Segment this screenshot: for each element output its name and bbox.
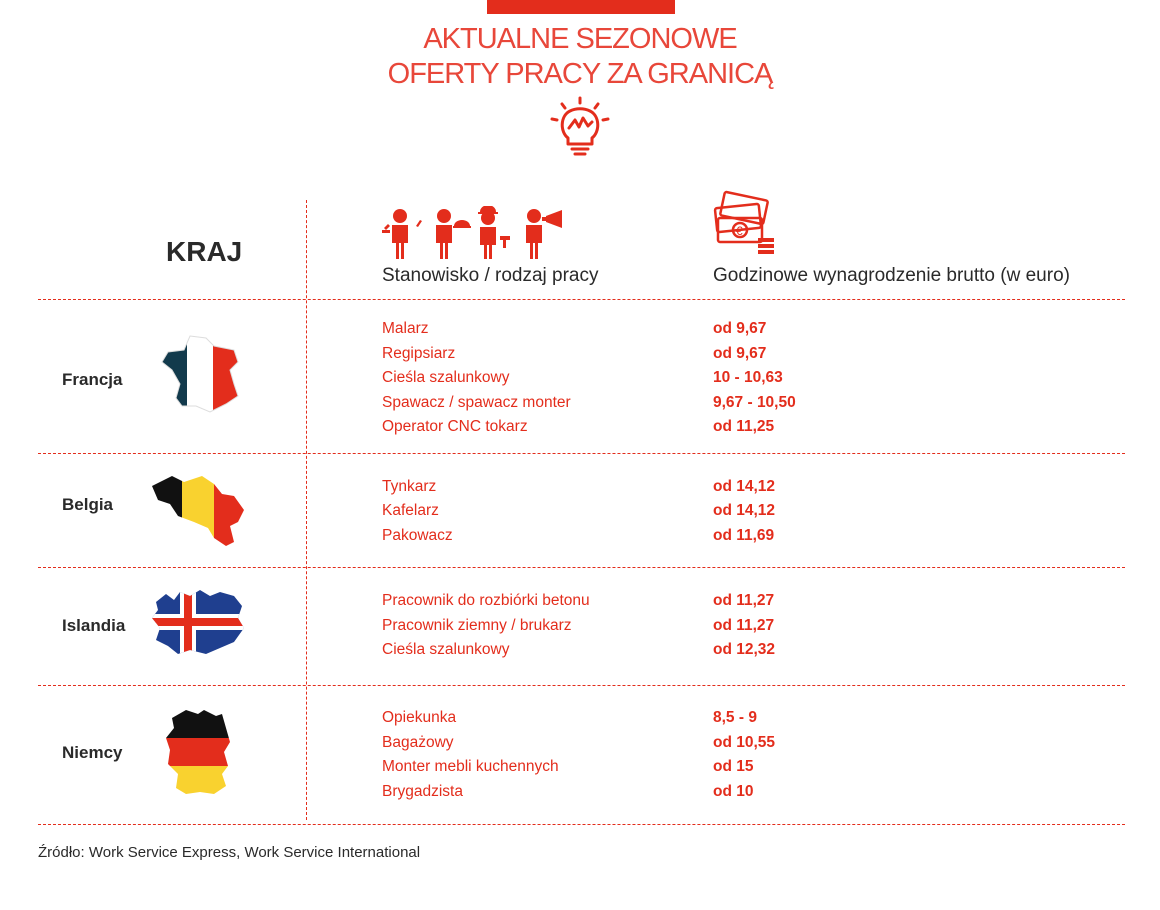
country-name: Francja (62, 370, 123, 389)
job-title: Spawacz / spawacz monter (382, 394, 571, 411)
job-title: Kafelarz (382, 502, 439, 519)
france-flag-map-icon (160, 334, 240, 414)
job-wage: od 12,32 (713, 641, 776, 658)
row-divider (38, 685, 1125, 686)
job-wage: od 11,27 (713, 617, 775, 634)
job-wage: od 11,27 (713, 592, 775, 609)
workers-icon (380, 206, 570, 262)
page-title-line2: OFERTY PRACY ZA GRANICĄ (387, 58, 773, 90)
job-title: Bagażowy (382, 734, 454, 751)
job-wage: od 15 (713, 758, 754, 775)
wage-column-header: Godzinowe wynagrodzenie brutto (w euro) (713, 265, 1070, 286)
column-divider (306, 200, 307, 820)
iceland-flag-map-icon (150, 588, 246, 658)
job-wage: od 11,25 (713, 418, 775, 435)
country-name: Islandia (62, 616, 126, 635)
job-title: Operator CNC tokarz (382, 418, 528, 435)
job-title: Opiekunka (382, 709, 457, 726)
page-title-line1: AKTUALNE SEZONOWE (423, 23, 737, 55)
job-wage: od 11,69 (713, 527, 775, 544)
job-title: Brygadzista (382, 783, 463, 800)
job-title: Pakowacz (382, 527, 453, 544)
job-title: Tynkarz (382, 478, 437, 495)
row-divider (38, 567, 1125, 568)
job-title: Cieśla szalunkowy (382, 369, 510, 386)
job-wage: 9,67 - 10,50 (713, 394, 796, 411)
country-name: Niemcy (62, 743, 123, 762)
job-wage: od 14,12 (713, 502, 776, 519)
position-column-header: Stanowisko / rodzaj pracy (382, 265, 599, 286)
row-divider (38, 824, 1125, 825)
country-column-header: KRAJ (166, 236, 243, 267)
job-wage: od 10 (713, 783, 754, 800)
top-accent-bar (487, 0, 675, 14)
job-title: Monter mebli kuchennych (382, 758, 559, 775)
job-title: Regipsiarz (382, 345, 456, 362)
job-wage: od 9,67 (713, 345, 767, 362)
job-title: Pracownik ziemny / brukarz (382, 617, 572, 634)
row-divider (38, 299, 1125, 300)
job-wage: od 10,55 (713, 734, 776, 751)
job-wage: 8,5 - 9 (713, 709, 757, 726)
job-wage: od 14,12 (713, 478, 776, 495)
belgium-flag-map-icon (150, 472, 246, 548)
country-name: Belgia (62, 495, 114, 514)
row-divider (38, 453, 1125, 454)
source-note: Źródło: Work Service Express, Work Service International (38, 844, 421, 861)
job-title: Pracownik do rozbiórki betonu (382, 592, 590, 609)
germany-flag-map-icon (164, 708, 232, 796)
money-icon (712, 190, 778, 256)
svg-text:€: € (736, 224, 743, 238)
lightbulb-icon (548, 96, 612, 160)
job-wage: od 9,67 (713, 320, 767, 337)
job-wage: 10 - 10,63 (713, 369, 783, 386)
job-title: Malarz (382, 320, 429, 337)
job-title: Cieśla szalunkowy (382, 641, 510, 658)
